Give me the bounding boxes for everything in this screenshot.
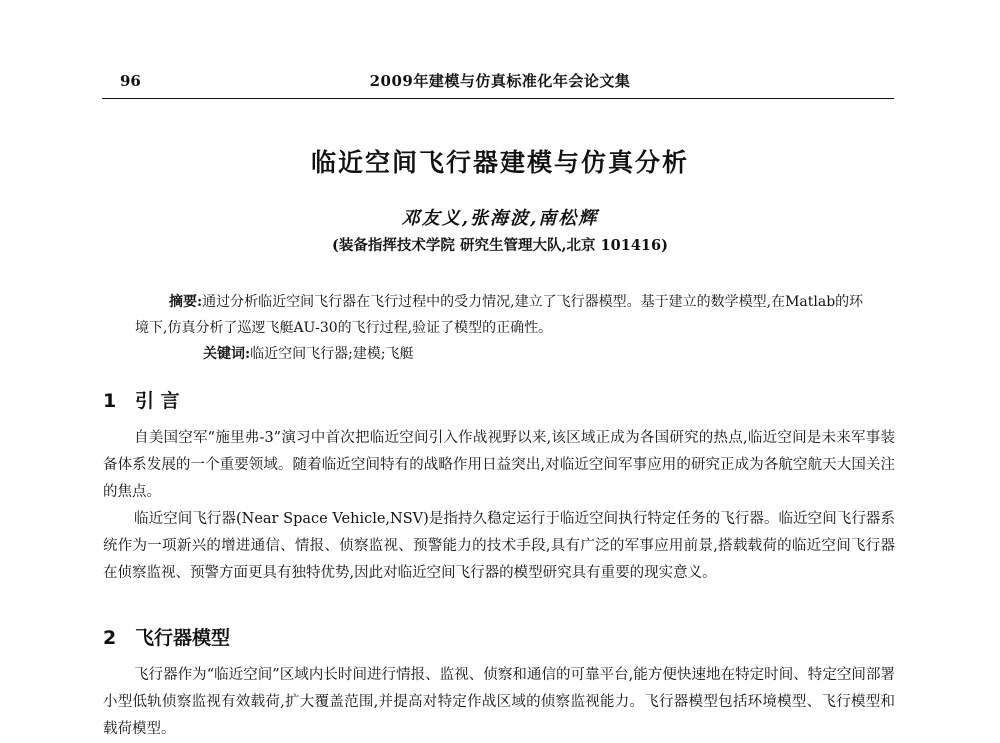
keywords-label: 关键词: bbox=[203, 346, 251, 362]
section-2-title: 飞行器模型 bbox=[135, 627, 231, 649]
keywords-text: 临近空间飞行器;建模;飞艇 bbox=[250, 346, 414, 362]
section-2-heading bbox=[103, 623, 230, 650]
paper-title: 临近空间飞行器建模与仿真分析 bbox=[310, 148, 689, 177]
section-1-title: 引 言 bbox=[135, 390, 180, 412]
abstract-text: 通过分析临近空间飞行器在飞行过程中的受力情况,建立了飞行器模型。基于建立的数学模型,在Matlab的环境下,仿真分析了巡逻飞艇AU-30的飞行过程,验证了模型的正确性。 bbox=[135, 294, 864, 336]
section-1-heading bbox=[103, 386, 180, 413]
page-number: 96 bbox=[120, 72, 141, 90]
paragraph: 飞行器作为“临近空间”区域内长时间进行情报、监视、侦察和通信的可靠平台,能方便快速地在特定时间、特定空间部署小型低轨侦察监视有效载荷,扩大覆盖范围,并提高对特定作战区域的侦察监视能力。飞行器模型包括环境模型、飞行模型和载荷模型。 bbox=[103, 667, 895, 737]
paragraph: 临近空间飞行器(Near Space Vehicle,NSV)是指持久稳定运行于临近空间执行特定任务的飞行器。临近空间飞行器系统作为一项新兴的增进通信、情报、侦察监视、预警能力的技术手段,具有广泛的军事应用前景,搭载载荷的临近空间飞行器在侦察监视、预警方面更具有独特优势,因此对临近空间飞行器的模型研究具有重要的现实意义。 bbox=[103, 511, 895, 581]
section-1-number: 1 bbox=[103, 390, 117, 412]
running-head: 2009年建模与仿真标准化年会论文集 bbox=[369, 72, 631, 90]
abstract-label: 摘要: bbox=[169, 294, 203, 310]
header-rule bbox=[102, 98, 894, 99]
paragraph: 自美国空军“施里弗-3”演习中首次把临近空间引入作战视野以来,该区域正成为各国研究的热点,临近空间是未来军事装备体系发展的一个重要领域。随着临近空间特有的战略作用日益突出,对临近空间军事应用的研究正成为各航空航天大国关注的焦点。 bbox=[103, 430, 895, 500]
abstract bbox=[135, 289, 870, 341]
section-2-body bbox=[103, 662, 895, 743]
authors: 邓友义,张海波,南松辉 bbox=[401, 208, 599, 229]
section-1-body bbox=[103, 425, 895, 587]
keywords bbox=[135, 341, 870, 367]
affiliation: (装备指挥技术学院 研究生管理大队,北京 101416) bbox=[332, 237, 668, 254]
section-2-number: 2 bbox=[103, 627, 117, 649]
abstract-block bbox=[135, 289, 870, 367]
